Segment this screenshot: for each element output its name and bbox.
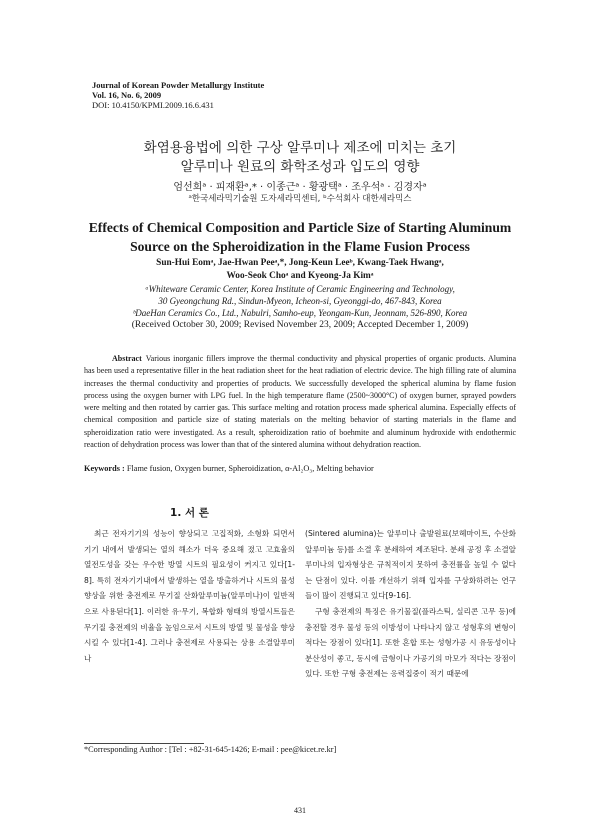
- body-paragraph: 최근 전자기기의 성능이 향상되고 고집적화, 소형화 되면서 기기 내에서 발생되는 열의 해소가 더욱 중요해 졌고 고효율의 열전도성을 갖는 우수한 방열 시트의 필요성이 커지고 있다[1-8]. 특히 전자기기내에서 발생하는 열을 방출하거나 시트의 물성향상을 위한 충전제로 무기질 산화알루미늄(알루미나)이 일반적으로 사용된다[1]. 이러한 유·무기, 복합화 형태의 방열시트들은 무기질 충전제의 비율을 높임으로서 시트의 방열 및 물성을 향상시킬 수 있다[1-4]. 그러나 충전제로 사용되는 상용 소결알루미나: [84, 529, 295, 663]
- journal-volume: Vol. 16, No. 6, 2009: [92, 90, 162, 100]
- journal-doi: DOI: 10.4150/KPMI.2009.16.6.431: [92, 100, 214, 110]
- korean-title-line2: 알루미나 원료의 화학조성과 입도의 영향: [180, 159, 420, 175]
- english-authors: [0, 257, 600, 283]
- corresponding-author-footnote: *Corresponding Author : [Tel : +82-31-645-1426; E-mail : pee@kicet.re.kr]: [84, 745, 337, 754]
- english-title-line1: Effects of Chemical Composition and Particle Size of Starting Aluminum: [88, 220, 512, 235]
- english-affiliation-line3: ᵇDaeHan Ceramics Co., Ltd., Nabulri, Samho-eup, Yeongam-Kun, Jeonnam, 526-890, Korea: [132, 308, 468, 318]
- body-paragraph: 구형 충전제의 특징은 유기물질(플라스틱, 실리콘 고무 등)에 충전할 경우 물성 등의 이방성이 나타나지 않고 성형후의 변형이 적다는 장점이 있다[1]. 또한 혼합 또는 성형가공 시 유동성이나 분산성이 좋고, 동시에 금형이나 가공기의 마모가 적다는 장점이 있다. 또한 구형 충전제는 응력집중이 적기 때문에: [305, 606, 516, 679]
- english-title-line2: Source on the Spheroidization in the Flame Fusion Process: [130, 239, 470, 254]
- abstract-label: Abstract: [112, 354, 142, 363]
- korean-affiliation: ᵃ한국세라믹기술원 도자세라믹센터, ᵇ수석회사 대한세라믹스: [188, 194, 412, 204]
- journal-name: Journal of Korean Powder Metallurgy Institute: [92, 80, 265, 90]
- keywords-label: Keywords :: [84, 464, 125, 473]
- body-right-column: [305, 526, 516, 682]
- english-title: [0, 218, 600, 256]
- english-authors-line2: Woo-Seok Choᵃ and Kyeong-Ja Kimᵃ: [226, 271, 374, 281]
- english-affiliation-line1: ᵃWhiteware Ceramic Center, Korea Institute of Ceramic Engineering and Technology,: [145, 284, 455, 294]
- abstract: [84, 353, 516, 451]
- journal-header: [92, 80, 264, 110]
- korean-authors: 엄선희ᵃ · 피재환ᵃ,* · 이종근ᵃ · 황광택ᵃ · 조우석ᵃ · 김경자ᵃ: [173, 182, 427, 193]
- page-number: 431: [294, 806, 306, 815]
- korean-title-line1: 화염용융법에 의한 구상 알루미나 제조에 미치는 초기: [143, 140, 457, 156]
- keywords: [84, 463, 516, 474]
- english-affiliation-line2: 30 Gyeongchung Rd., Sindun-Myeon, Icheon-si, Gyeonggi-do, 467-843, Korea: [158, 296, 442, 306]
- english-affiliation: [0, 283, 600, 319]
- body-left-column: [84, 526, 295, 666]
- english-authors-line1: Sun-Hui Eomᵃ, Jae-Hwan Peeᵃ,*, Jong-Keun Leeᵇ, Kwang-Taek Hwangᵃ,: [156, 258, 444, 268]
- keywords-text: Flame fusion, Oxygen burner, Spheroidization, α-Al₂O₃, Melting behavior: [126, 464, 374, 473]
- abstract-text: Various inorganic fillers improve the thermal conductivity and physical properties of organic products. Alumina has been used a representative filler in the heat radiation sheet for the heat radiation of electric device. The high filling rate of alumina increases the thermal conductivity and properties of products. We successfully developed the spherical alumina by flame fusion process using the oxygen burner with LPG fuel. In the high temperature flame (2500~3000°C) of oxygen burner, sprayed powders were melting and then rotated by carrier gas. This surface melting and rotation process made spherical alumina. Especially effects of chemical composition and particle size of stating materials on the melting behavior of starting materials in the flame and spheroidization ratio were investigated. As a result, spheroidization ratio of boehmite and aluminum hydroxide with endothermic reaction of dehydration process was lower than that of the sintered alumina without dehydration reaction.: [84, 354, 516, 450]
- body-paragraph: (Sintered alumina)는 알루미나 출발원료(보헤마이트, 수산화알루미늄 등)를 소결 후 분쇄하여 제조된다. 분쇄 공정 후 소결알루미나의 입자형상은 규칙적이지 못하여 충전률을 높일 수 없다는 단점이 있다. 이를 개선하기 위해 입자를 구상화하려는 연구들이 많이 진행되고 있다[9-16].: [305, 529, 516, 601]
- section-heading: 1. 서 론: [170, 507, 209, 519]
- korean-title: [0, 139, 600, 177]
- footnote-rule: [84, 743, 204, 744]
- received-dates: (Received October 30, 2009; Revised November 23, 2009; Accepted December 1, 2009): [131, 320, 469, 330]
